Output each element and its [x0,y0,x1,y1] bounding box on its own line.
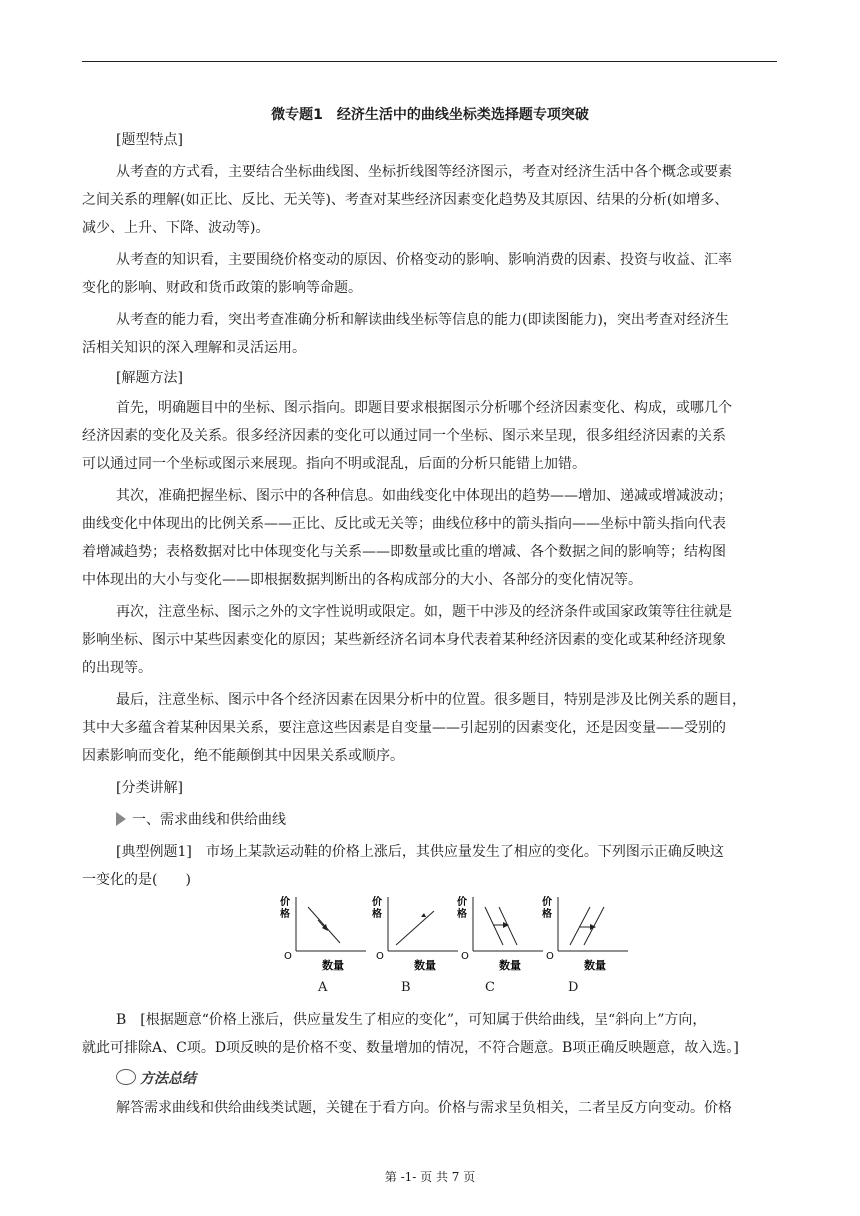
gear-icon [116,1069,136,1085]
svg-text:格: 格 [372,909,382,920]
section-heading-features: [题型特点] [116,132,183,148]
svg-text:数量: 数量 [584,959,606,972]
svg-text:价: 价 [542,897,552,908]
page-title: 微专题1 经济生活中的曲线坐标类选择题专项突破 [271,107,589,123]
svg-text:O: O [376,951,384,962]
svg-text:数量: 数量 [499,959,521,972]
text-line: 中体现出的大小与变化——即根据数据判断出的各构成部分的大小、各部分的变化情况等。 [82,572,642,588]
text-line: 解答需求曲线和供给曲线类试题，关键在于看方向。价格与需求呈负相关，二者呈反方向变动。价格 [116,1100,732,1116]
text-line: 从考查的能力看，突出考查准确分析和解读曲线坐标等信息的能力(即读图能力)，突出考查对经济生 [116,312,729,328]
y-axis-label: 价 [280,897,290,908]
text-line: 其中大多蕴含着某种因果关系，要注意这些因素是自变量——引起别的因素变化，还是因变量——受别的 [82,720,726,736]
answer-line: B [根据题意“价格上涨后，供应量发生了相应的变化”，可知属于供给曲线，呈“斜向上”方向， [116,1012,707,1028]
svg-text:格: 格 [457,909,467,920]
answer-line: 就此可排除A、C项。D项反映的是价格不变、数量增加的情况，不符合题意。B项正确反映题意，故入选。] [82,1040,739,1056]
graph-label-d: D [568,980,579,995]
text-line: 减少、上升、下降、波动等)。 [82,220,270,236]
page-footer: 第 -1- 页 共 7 页 [384,1170,476,1184]
text-line: 首先，明确题目中的坐标、图示指向。即题目要求根据图示分析哪个经济因素变化、构成，或哪几个 [116,400,732,416]
text-line: 经济因素的变化及关系。很多经济因素的变化可以通过同一个坐标、图示来呈现，很多组经济因素的关系 [82,428,726,444]
svg-text:O: O [546,951,554,962]
graph-a [278,895,368,975]
svg-text:O: O [461,951,469,962]
text-line: 曲线变化中体现出的比例关系——正比、反比或无关等；曲线位移中的箭头指向——坐标中箭头指向代表 [82,516,726,532]
question-line: [典型例题1] 市场上某款运动鞋的价格上涨后，其供应量发生了相应的变化。下列图示正确反映这 [116,844,724,860]
svg-text:O: O [284,951,292,962]
text-line: 着增减趋势；表格数据对比中体现变化与关系——即数量或比重的增减、各个数据之间的影响等；结构图 [82,544,726,560]
graph-label-a: A [318,980,328,995]
header-rule [82,61,777,62]
method-summary-heading: 方法总结 [116,1068,196,1088]
text-line: 之间关系的理解(如正比、反比、无关等)、考查对某些经济因素变化趋势及其原因、结果的分析(如增多、 [82,192,729,208]
graph-label-b: B [401,980,411,995]
graph-label-c: C [485,980,495,995]
svg-text:数量: 数量 [322,959,344,972]
text-line: 影响坐标、图示中某些因素变化的原因；某些新经济名词本身代表着某种经济因素的变化或某种经济现象 [82,632,726,648]
graph-b [370,895,460,975]
text-line: 可以通过同一个坐标或图示来展现。指向不明或混乱，后面的分析只能错上加错。 [82,456,586,472]
text-line: 其次，准确把握坐标、图示中的各种信息。如曲线变化中体现出的趋势——增加、递减或增减波动； [116,488,732,504]
y-axis-label-2: 格 [280,909,290,920]
text-line: 从考查的方式看，主要结合坐标曲线图、坐标折线图等经济图示，考查对经济生活中各个概念或要素 [116,164,732,180]
svg-text:数量: 数量 [414,959,436,972]
svg-text:格: 格 [542,909,552,920]
text-line: 活相关知识的深入理解和灵活运用。 [82,340,306,356]
triangle-icon [116,812,126,826]
text-line: 最后，注意坐标、图示中各个经济因素在因果分析中的位置。很多题目，特别是涉及比例关系的题目， [116,692,746,708]
topic-heading: 一、需求曲线和供给曲线 [116,810,286,830]
text-line: 再次，注意坐标、图示之外的文字性说明或限定。如，题干中涉及的经济条件或国家政策等往往就是 [116,604,732,620]
svg-text:价: 价 [372,897,382,908]
section-heading-classified: [分类讲解] [116,780,183,796]
text-line: 从考查的知识看，主要围绕价格变动的原因、价格变动的影响、影响消费的因素、投资与收益、汇率 [116,252,732,268]
svg-text:价: 价 [457,897,467,908]
section-heading-methods: [解题方法] [116,370,183,386]
text-line: 因素影响而变化，绝不能颠倒其中因果关系或顺序。 [82,748,404,764]
text-line: 变化的影响、财政和货币政策的影响等命题。 [82,280,362,296]
question-line: 一变化的是( ) [82,872,191,888]
text-line: 的出现等。 [82,660,152,676]
graph-d [540,895,630,975]
graph-c [455,895,545,975]
